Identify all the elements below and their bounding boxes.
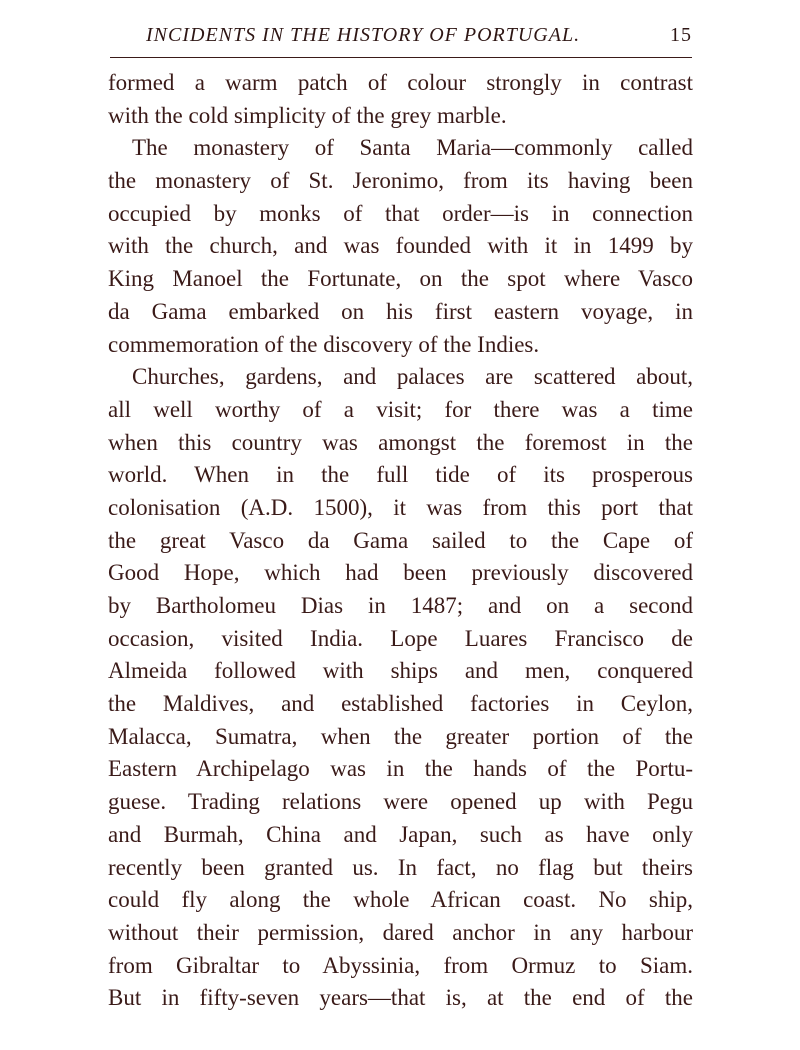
header-rule — [110, 57, 692, 58]
text-line: commemoration of the discovery of the Indies. — [108, 331, 540, 357]
text-line: Malacca, Sumatra, when the greater portion of the — [108, 723, 693, 749]
text-line: when this country was amongst the foremost in the — [108, 429, 693, 455]
text-line: occupied by monks of that order—is in connection — [108, 200, 693, 226]
text-line: by Bartholomeu Dias in 1487; and on a second — [108, 593, 693, 618]
text-line: the great Vasco da Gama sailed to the Cape of — [108, 527, 693, 553]
running-head — [110, 18, 692, 52]
text-line: with the church, and was founded with it in 1499 by — [108, 233, 693, 259]
text-line: Churches, gardens, and palaces are scattered about, — [132, 364, 693, 390]
text-line: with the cold simplicity of the grey marble. — [108, 102, 507, 128]
text-line: recently been granted us. In fact, no flag but theirs — [108, 854, 693, 880]
text-line: could fly along the whole African coast. No ship, — [108, 887, 693, 913]
text-line: colonisation (A.D. 1500), it was from this port that — [108, 494, 693, 520]
text-line: King Manoel the Fortunate, on the spot where Vasco — [108, 266, 693, 292]
text-line: guese. Trading relations were opened up with Pegu — [108, 789, 693, 815]
page-number: 15 — [670, 23, 692, 46]
text-line: The monastery of Santa Maria—commonly called — [132, 135, 693, 161]
text-line: without their permission, dared anchor in any harbour — [108, 919, 693, 945]
text-line: the Maldives, and established factories in Ceylon, — [108, 691, 693, 717]
text-line: Eastern Archipelago was in the hands of the Portu- — [108, 756, 693, 782]
text-line: Almeida followed with ships and men, conquered — [108, 658, 693, 684]
text-line: and Burmah, China and Japan, such as have only — [108, 821, 693, 847]
text-line: occasion, visited India. Lope Luares Francisco de — [108, 625, 693, 651]
text-line: da Gama embarked on his first eastern voyage, in — [108, 298, 693, 324]
body-text — [108, 67, 693, 1015]
paragraph-3 — [108, 361, 693, 1015]
paragraph-1 — [108, 67, 693, 132]
text-line: formed a warm patch of colour strongly in contrast — [108, 70, 693, 95]
text-line: all well worthy of a visit; for there was a time — [108, 396, 693, 422]
text-line: the monastery of St. Jeronimo, from its having been — [108, 168, 693, 194]
paragraph-2 — [108, 132, 693, 361]
text-line: from Gibraltar to Abyssinia, from Ormuz to Siam. — [108, 952, 693, 978]
running-head-title: INCIDENTS IN THE HISTORY OF PORTUGAL. — [146, 23, 581, 46]
text-line: world. When in the full tide of its prosperous — [108, 462, 693, 488]
text-line: Good Hope, which had been previously discovered — [108, 560, 693, 586]
text-line: But in fifty-seven years—that is, at the end of the — [108, 985, 693, 1011]
